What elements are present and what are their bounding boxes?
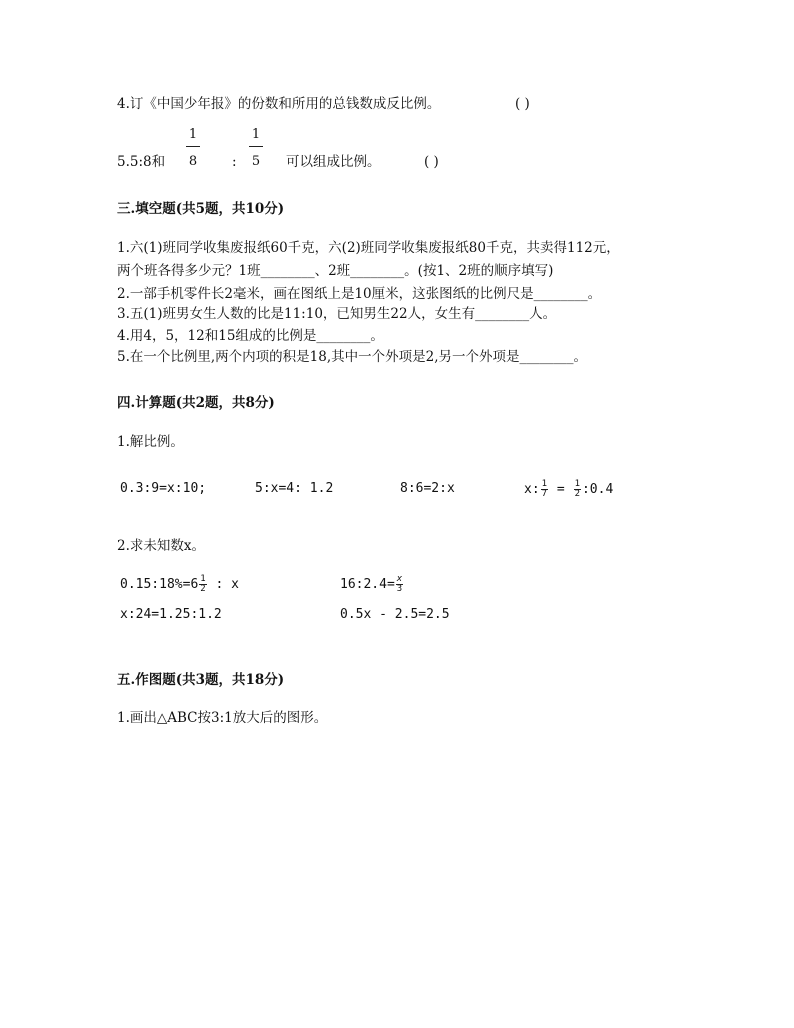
section5-q1: 1.画出△ABC按3:1放大后的图形。 <box>117 710 328 726</box>
equation-8: 0.5x - 2.5=2.5 <box>340 607 450 622</box>
eq5-fraction: $\frac{1}{2}$ <box>200 574 206 594</box>
judge-q5-prefix: 5.5:8和 <box>117 154 166 170</box>
judge-q4 <box>117 95 440 113</box>
eq6-fraction: $\frac{x}{3}$ <box>396 574 403 594</box>
section3-q1-line2: 两个班各得多少元？1班________、2班________。(按1、2班的顺序填写) <box>117 263 554 279</box>
equation-5: 0.15:18%=6 $\frac{1}{2}$ : x <box>120 574 240 594</box>
equation-4: x: $\frac{1}{7}$ = $\frac{1}{2}$ :0.4 <box>524 479 614 499</box>
judge-q5-colon: : <box>232 154 237 170</box>
judge-q5-fraction-2: 1 5 <box>249 127 263 169</box>
judge-q4-paren: ( ) <box>515 96 530 112</box>
eq4-fraction-1: $\frac{1}{7}$ <box>541 479 548 499</box>
section3-q3: 3.五(1)班男女生人数的比是11:10，已知男生22人，女生有________人。 <box>117 306 557 322</box>
section4-q2-label: 2.求未知数x。 <box>117 538 205 554</box>
section4-title: 四.计算题(共2题，共8分) <box>117 395 275 411</box>
eq4-fraction-2: $\frac{1}{2}$ <box>574 479 580 499</box>
equation-6: 16:2.4= $\frac{x}{3}$ <box>340 574 403 594</box>
section5-title: 五.作图题(共3题，共18分) <box>117 672 285 688</box>
section3-q2: 2.一部手机零件长2毫米，画在图纸上是10厘米，这张图纸的比例尺是________。 <box>117 286 602 302</box>
judge-q5-suffix: 可以组成比例。 <box>286 154 381 170</box>
section3-q5: 5.在一个比例里,两个内项的积是18,其中一个外项是2,另一个外项是________。 <box>117 349 588 365</box>
section3-q4: 4.用4，5，12和15组成的比例是________。 <box>117 328 384 344</box>
section3-title: 三.填空题(共5题，共10分) <box>117 201 285 217</box>
section3-q1-line1: 1.六(1)班同学收集废报纸60千克，六(2)班同学收集废报纸80千克，共卖得112元， <box>117 240 620 256</box>
equation-2: 5:x=4: 1.2 <box>255 481 334 496</box>
equation-1: 0.3:9=x:10; <box>120 481 207 496</box>
section4-q1-label: 1.解比例。 <box>117 434 184 450</box>
equation-3: 8:6=2:x <box>400 481 455 496</box>
judge-q5-fraction-1: 1 8 <box>186 127 200 169</box>
judge-q4-text: 4.订《中国少年报》的份数和所用的总钱数成反比例。 <box>117 96 441 112</box>
judge-q5-paren: ( ) <box>424 154 439 170</box>
equation-7: x:24=1.25:1.2 <box>120 607 222 622</box>
